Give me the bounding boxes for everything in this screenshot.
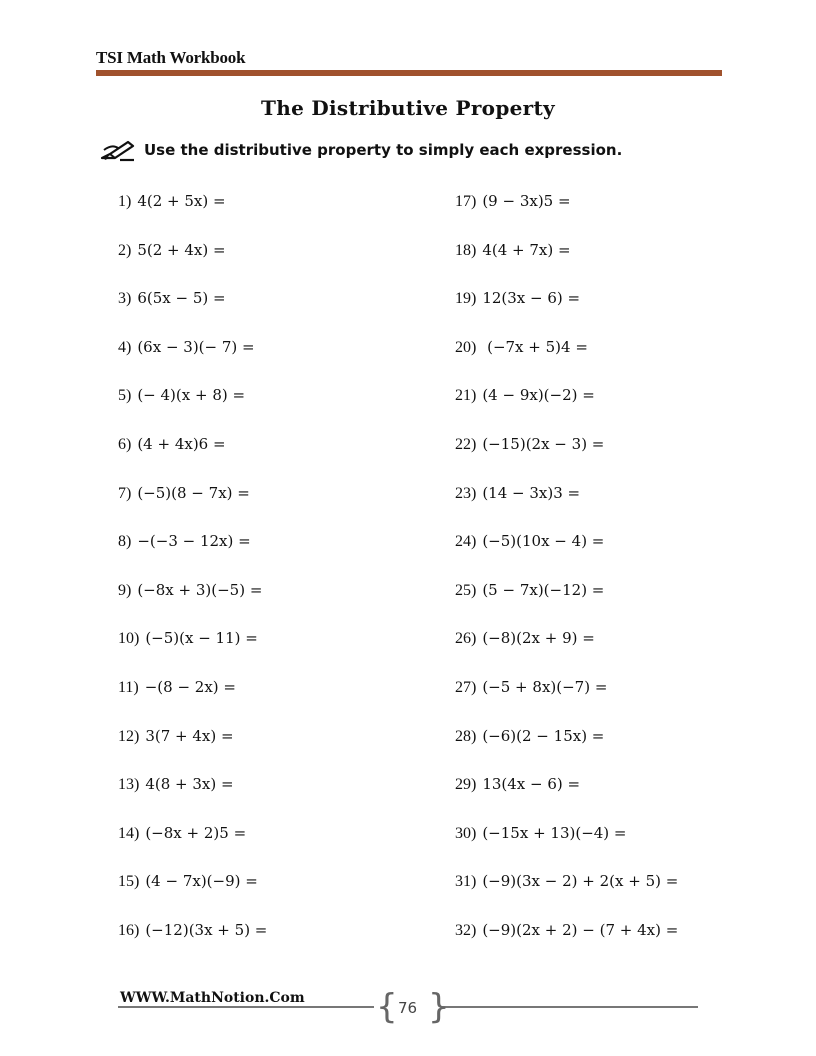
problem-number: 19) [455, 290, 477, 308]
problem-expression: (14 − 3x)3 = [482, 483, 581, 502]
problem-expression: (9 − 3x)5 = [482, 192, 571, 210]
problem-number: 13) [118, 776, 140, 794]
problem-number: 3) [118, 290, 132, 308]
problems-right-column [455, 183, 678, 961]
problem-number: 17) [455, 193, 477, 210]
instruction [100, 138, 622, 162]
problem-number: 5) [118, 387, 132, 405]
problem-expression: (−5)(10x − 4) = [482, 532, 605, 551]
problem-expression: (−8)(2x + 9) = [482, 629, 595, 648]
problem-item [118, 183, 267, 232]
problem-number: 28) [455, 727, 477, 745]
problem-item [455, 377, 678, 426]
problem-expression: 4(8 + 3x) = [145, 775, 234, 794]
problem-item [455, 232, 678, 281]
instruction-text: Use the distributive property to simply each expression. [144, 141, 623, 159]
problem-number: 7) [118, 484, 132, 502]
problem-expression: (−7x + 5)4 = [482, 337, 588, 356]
problem-number: 30) [455, 824, 477, 842]
problem-item [455, 475, 678, 524]
problem-expression: (−5 + 8x)(−7) = [482, 677, 608, 696]
problem-number: 18) [455, 241, 477, 259]
problem-item [455, 718, 678, 767]
problem-number: 9) [118, 581, 132, 599]
problem-expression: (−9)(3x − 2) + 2(x + 5) = [482, 872, 679, 891]
problem-expression: (−5)(8 − 7x) = [137, 483, 250, 502]
problem-expression: 13(4x − 6) = [482, 775, 581, 794]
problem-item [118, 426, 267, 475]
problem-expression: (−6)(2 − 15x) = [482, 726, 605, 745]
problem-item [118, 912, 267, 961]
problem-expression: (6x − 3)(− 7) = [137, 337, 255, 356]
problem-number: 8) [118, 533, 132, 551]
problem-item [118, 766, 267, 815]
pencil-icon [100, 138, 136, 162]
problem-number: 1) [118, 193, 132, 210]
page-number: 76 [398, 999, 418, 1017]
problem-expression: (−12)(3x + 5) = [145, 920, 268, 939]
problem-number: 31) [455, 873, 477, 891]
problem-expression: 6(5x − 5) = [137, 289, 226, 308]
problem-item [118, 718, 267, 767]
problem-item [118, 863, 267, 912]
problem-number: 29) [455, 776, 477, 794]
footer-site: WWW.MathNotion.Com [120, 990, 305, 1006]
problem-expression: −(8 − 2x) = [144, 677, 236, 696]
problem-expression: (−5)(x − 11) = [145, 629, 258, 648]
problem-item [455, 523, 678, 572]
left-brace: { [376, 987, 398, 1027]
problem-expression: (−9)(2x + 2) − (7 + 4x) = [482, 920, 679, 939]
problem-item [118, 232, 267, 281]
problem-expression: 12(3x − 6) = [482, 289, 581, 308]
problem-expression: (−8x + 3)(−5) = [137, 580, 263, 599]
problem-expression: (4 − 9x)(−2) = [482, 386, 595, 405]
problem-item [118, 572, 267, 621]
problem-number: 16) [118, 921, 140, 939]
problem-item [118, 329, 267, 378]
problem-number: 2) [118, 241, 132, 259]
problem-expression: (− 4)(x + 8) = [137, 386, 246, 405]
problem-number: 22) [455, 435, 477, 453]
problem-expression: (−8x + 2)5 = [145, 823, 247, 842]
problem-item [455, 329, 678, 378]
problem-item [455, 669, 678, 718]
problem-expression: (4 + 4x)6 = [137, 434, 226, 453]
problem-item [118, 523, 267, 572]
problem-number: 20) [455, 338, 477, 356]
header-rule [96, 70, 722, 76]
problem-item [455, 863, 678, 912]
problem-item [118, 815, 267, 864]
problem-expression: 5(2 + 4x) = [137, 240, 226, 259]
footer-rule-left [118, 1006, 374, 1008]
footer-rule-right [442, 1006, 698, 1008]
problem-item [455, 766, 678, 815]
header-title: TSI Math Workbook [96, 48, 246, 67]
problem-expression: 4(4 + 7x) = [482, 240, 571, 259]
problem-expression: (5 − 7x)(−12) = [482, 580, 605, 599]
page-title: The Distributive Property [261, 96, 555, 120]
problem-item [455, 815, 678, 864]
right-brace: } [428, 987, 450, 1027]
problem-item [118, 475, 267, 524]
problem-number: 25) [455, 581, 477, 599]
problem-item [455, 572, 678, 621]
problem-number: 24) [455, 533, 477, 551]
problem-expression: 4(2 + 5x) = [137, 192, 226, 210]
problem-expression: (4 − 7x)(−9) = [145, 872, 258, 891]
problem-item [455, 280, 678, 329]
problem-number: 14) [118, 824, 140, 842]
problem-number: 23) [455, 484, 477, 502]
problem-item [118, 377, 267, 426]
problem-expression: (−15)(2x − 3) = [482, 434, 605, 453]
problem-number: 32) [455, 921, 477, 939]
problem-item [455, 912, 678, 961]
problem-expression: −(−3 − 12x) = [137, 532, 251, 551]
problem-number: 26) [455, 630, 477, 648]
problem-item [455, 426, 678, 475]
problem-number: 27) [455, 678, 477, 696]
problem-number: 6) [118, 435, 132, 453]
problem-item [455, 183, 678, 232]
problem-item [455, 620, 678, 669]
problem-number: 21) [455, 387, 477, 405]
problem-expression: (−15x + 13)(−4) = [482, 823, 627, 842]
problem-number: 15) [118, 873, 140, 891]
problems-left-column [118, 183, 267, 961]
problem-item [118, 620, 267, 669]
problem-number: 4) [118, 338, 132, 356]
problem-number: 10) [118, 630, 140, 648]
problem-item [118, 669, 267, 718]
problem-number: 11) [118, 678, 139, 696]
problem-number: 12) [118, 727, 140, 745]
problem-expression: 3(7 + 4x) = [145, 726, 234, 745]
problem-item [118, 280, 267, 329]
